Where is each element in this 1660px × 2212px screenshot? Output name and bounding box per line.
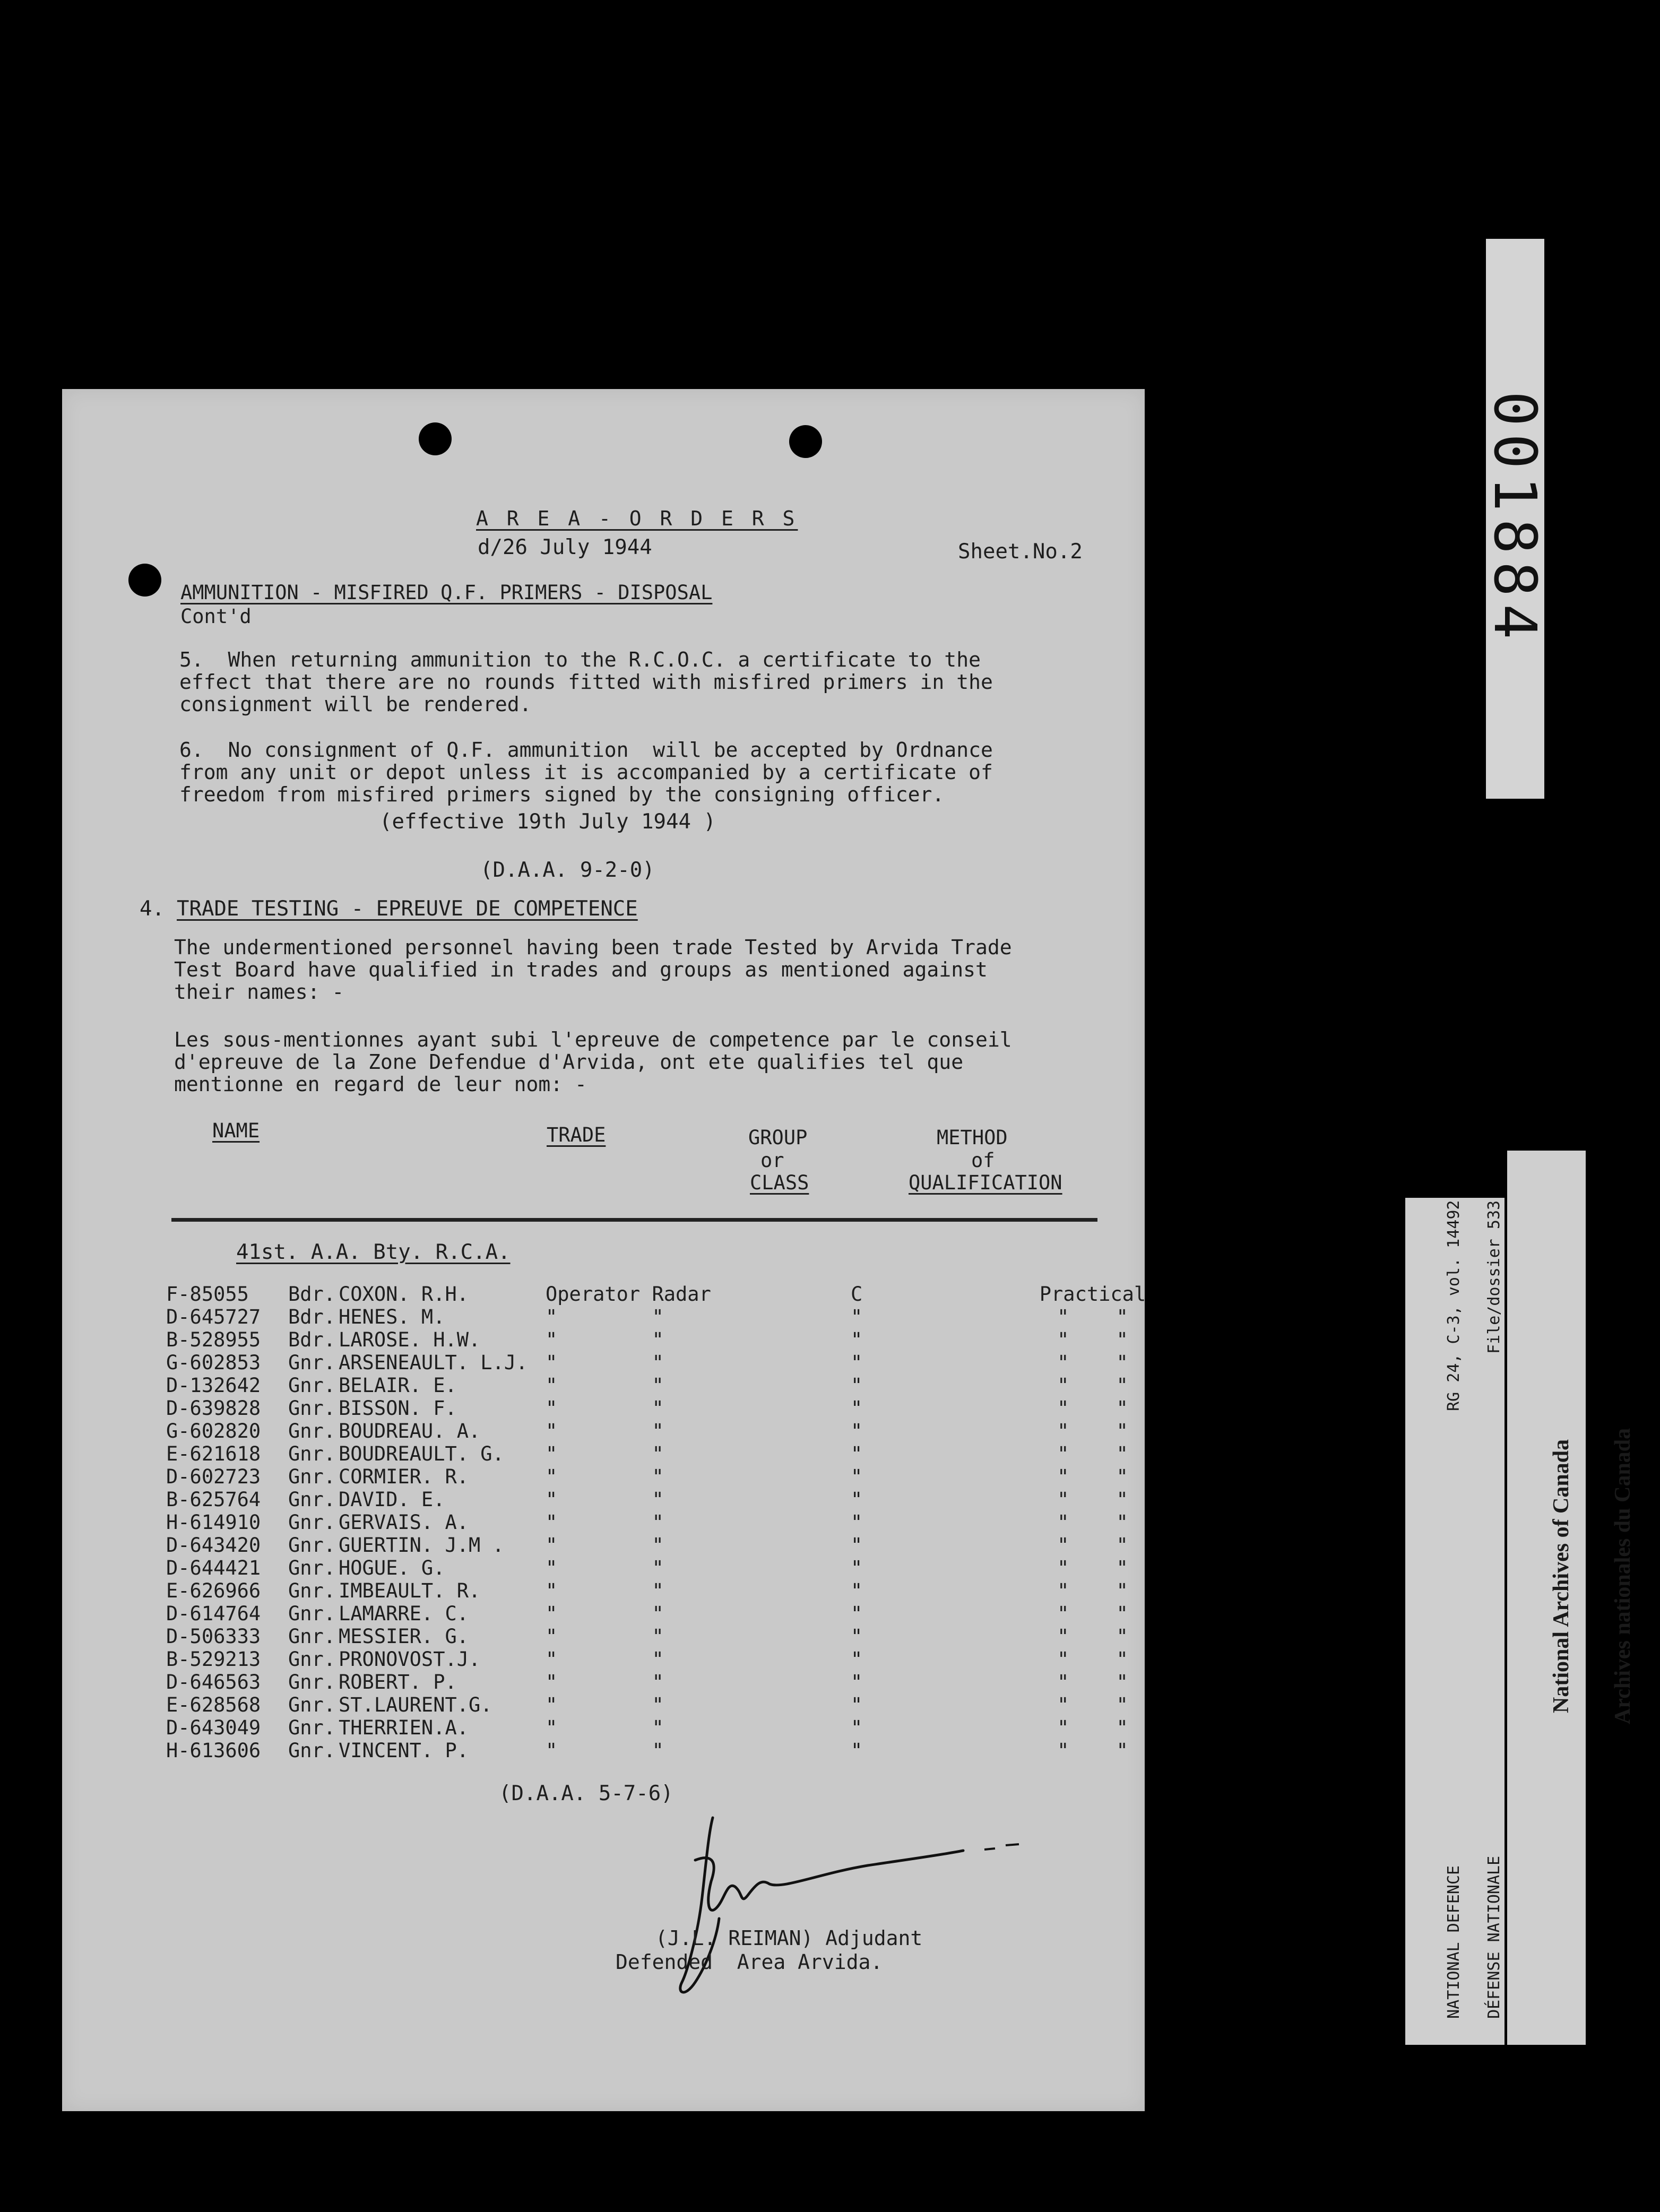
roster-row <box>166 1374 1162 1397</box>
soldier-name: BISSON. F. <box>339 1397 457 1420</box>
soldier-name: HOGUE. G. <box>339 1557 445 1579</box>
service-number: D-643420 <box>166 1534 261 1557</box>
header-method-line1: METHOD <box>937 1126 1008 1149</box>
soldier-name: BELAIR. E. <box>339 1374 457 1397</box>
qualification-method: " " <box>1057 1420 1128 1442</box>
qualification-method: " " <box>1057 1625 1128 1648</box>
rank: Gnr. <box>288 1397 336 1420</box>
service-number: F-85055 <box>166 1283 249 1306</box>
service-number: H-613606 <box>166 1739 261 1762</box>
trade: " " <box>546 1534 664 1557</box>
accession-number: 001884 <box>1481 391 1549 647</box>
trade: " " <box>546 1671 664 1693</box>
qualification-method: " " <box>1057 1511 1128 1534</box>
rank: Gnr. <box>288 1511 336 1534</box>
paragraph-6-line: 6. No consignment of Q.F. ammunition will be accepted by Ordnance <box>179 738 993 762</box>
soldier-name: GERVAIS. A. <box>339 1511 469 1534</box>
service-number: D-644421 <box>166 1557 261 1579</box>
roster-row <box>166 1534 1162 1557</box>
trade: " " <box>546 1328 664 1351</box>
service-number: B-528955 <box>166 1328 261 1351</box>
group-class: " <box>851 1397 863 1420</box>
continued-label: Cont'd <box>180 605 252 628</box>
group-class: " <box>851 1602 863 1625</box>
archive-department-text <box>1424 1762 1505 2038</box>
french-line: Les sous-mentionnes ayant subi l'epreuve de competence par le conseil <box>174 1028 1012 1051</box>
service-number: G-602820 <box>166 1420 261 1442</box>
group-class: " <box>851 1534 863 1557</box>
roster-row <box>166 1693 1162 1716</box>
rank: Gnr. <box>288 1625 336 1648</box>
soldier-name: DAVID. E. <box>339 1488 445 1511</box>
rank: Gnr. <box>288 1465 336 1488</box>
roster-row <box>166 1557 1162 1579</box>
roster-row <box>166 1511 1162 1534</box>
rank: Gnr. <box>288 1351 336 1374</box>
national-defence-label: NATIONAL DEFENCE <box>1445 1865 1463 2019</box>
archive-reference-text <box>1424 1200 1505 1795</box>
rank: Bdr. <box>288 1283 336 1306</box>
group-class: " <box>851 1442 863 1465</box>
soldier-name: BOUDREAULT. G. <box>339 1442 504 1465</box>
document-title: A R E A - O R D E R S <box>476 507 798 530</box>
trade: " " <box>546 1739 664 1762</box>
roster-row <box>166 1602 1162 1625</box>
trade: " " <box>546 1397 664 1420</box>
trade: " " <box>546 1625 664 1648</box>
service-number: D-602723 <box>166 1465 261 1488</box>
french-line: d'epreuve de la Zone Defendue d'Arvida, ont ete qualifies tel que <box>174 1050 964 1074</box>
english-paragraph <box>174 936 1012 1003</box>
item-4-heading: TRADE TESTING - EPREUVE DE COMPETENCE <box>177 897 638 921</box>
trade: " " <box>546 1511 664 1534</box>
rank: Gnr. <box>288 1716 336 1739</box>
header-group-line2: or <box>760 1149 784 1172</box>
roster-row <box>166 1328 1162 1351</box>
trade: " " <box>546 1465 664 1488</box>
header-group-line1: GROUP <box>748 1126 808 1149</box>
soldier-name: ARSENEAULT. L.J. <box>339 1351 528 1374</box>
soldier-name: VINCENT. P. <box>339 1739 469 1762</box>
national-archives-fr: Archives nationales du Canada <box>1611 1428 1635 1724</box>
national-archives-text <box>1515 1343 1638 1820</box>
roster-row <box>166 1351 1162 1374</box>
qualification-method: " " <box>1057 1716 1128 1739</box>
service-number: H-614910 <box>166 1511 261 1534</box>
header-rule <box>171 1218 1097 1222</box>
paragraph-5-line: 5. When returning ammunition to the R.C.O.C. a certificate to the <box>179 648 981 671</box>
service-number: D-506333 <box>166 1625 261 1648</box>
group-class: " <box>851 1420 863 1442</box>
rank: Bdr. <box>288 1306 336 1328</box>
trade: " " <box>546 1442 664 1465</box>
service-number: G-602853 <box>166 1351 261 1374</box>
service-number: D-645727 <box>166 1306 261 1328</box>
group-class: " <box>851 1671 863 1693</box>
group-class: " <box>851 1579 863 1602</box>
service-number: E-626966 <box>166 1579 261 1602</box>
group-class: " <box>851 1716 863 1739</box>
roster-row <box>166 1739 1162 1762</box>
soldier-name: MESSIER. G. <box>339 1625 469 1648</box>
qualification-method: " " <box>1057 1602 1128 1625</box>
group-class: " <box>851 1374 863 1397</box>
group-class: C <box>851 1283 863 1306</box>
soldier-name: COXON. R.H. <box>339 1283 469 1306</box>
roster-row <box>166 1283 1162 1306</box>
trade: " " <box>546 1602 664 1625</box>
qualification-method: " " <box>1057 1557 1128 1579</box>
service-number: D-132642 <box>166 1374 261 1397</box>
soldier-name: IMBEAULT. R. <box>339 1579 481 1602</box>
soldier-name: THERRIEN.A. <box>339 1716 469 1739</box>
roster-row <box>166 1420 1162 1442</box>
roster-row <box>166 1442 1162 1465</box>
soldier-name: CORMIER. R. <box>339 1465 469 1488</box>
qualification-method: " " <box>1057 1374 1128 1397</box>
qualification-method: " " <box>1057 1351 1128 1374</box>
rank: Gnr. <box>288 1442 336 1465</box>
soldier-name: ROBERT. P. <box>339 1671 457 1693</box>
qualification-method: " " <box>1057 1442 1128 1465</box>
archive-volume: RG 24, C-3, vol. 14492 <box>1445 1200 1463 1412</box>
group-class: " <box>851 1488 863 1511</box>
trade: " " <box>546 1557 664 1579</box>
qualification-method: Practical <box>1039 1283 1146 1306</box>
trade: Operator Radar <box>546 1283 711 1306</box>
roster-row <box>166 1716 1162 1739</box>
trade: " " <box>546 1693 664 1716</box>
service-number: D-643049 <box>166 1716 261 1739</box>
trade: " " <box>546 1374 664 1397</box>
rank: Gnr. <box>288 1557 336 1579</box>
paragraph-5 <box>179 649 993 715</box>
rank: Gnr. <box>288 1671 336 1693</box>
trade: " " <box>546 1716 664 1739</box>
soldier-name: LAROSE. H.W. <box>339 1328 481 1351</box>
roster-row <box>166 1306 1162 1328</box>
group-class: " <box>851 1511 863 1534</box>
soldier-name: PRONOVOST.J. <box>339 1648 481 1671</box>
roster-row <box>166 1671 1162 1693</box>
group-class: " <box>851 1306 863 1328</box>
signatory-org: Defended Area Arvida. <box>616 1950 883 1974</box>
group-class: " <box>851 1351 863 1374</box>
roster-row <box>166 1397 1162 1420</box>
unit-label: 41st. A.A. Bty. R.C.A. <box>236 1240 511 1264</box>
paragraph-6 <box>179 739 993 806</box>
rank: Gnr. <box>288 1534 336 1557</box>
qualification-method: " " <box>1057 1306 1128 1328</box>
service-number: E-621618 <box>166 1442 261 1465</box>
qualification-method: " " <box>1057 1579 1128 1602</box>
reference-1: (D.A.A. 9-2-0) <box>480 858 655 882</box>
rank: Gnr. <box>288 1693 336 1716</box>
qualification-method: " " <box>1057 1693 1128 1716</box>
service-number: D-646563 <box>166 1671 261 1693</box>
signature <box>645 1781 1027 2009</box>
sheet-number: Sheet.No.2 <box>958 540 1083 564</box>
signatory-name: (J.L. REIMAN) Adjudant <box>655 1926 923 1950</box>
roster-row <box>166 1465 1162 1488</box>
reference-2: (D.A.A. 5-7-6) <box>499 1782 673 1805</box>
rank: Gnr. <box>288 1420 336 1442</box>
service-number: B-529213 <box>166 1648 261 1671</box>
section-heading: AMMUNITION - MISFIRED Q.F. PRIMERS - DISPOSAL <box>180 581 713 604</box>
qualification-method: " " <box>1057 1648 1128 1671</box>
item-4-number: 4. <box>140 897 165 921</box>
trade: " " <box>546 1351 664 1374</box>
paragraph-6-line: freedom from misfired primers signed by the consigning officer. <box>179 783 945 806</box>
qualification-method: " " <box>1057 1328 1128 1351</box>
group-class: " <box>851 1739 863 1762</box>
header-trade: TRADE <box>547 1124 606 1146</box>
french-line: mentionne en regard de leur nom: - <box>174 1073 587 1096</box>
trade: " " <box>546 1488 664 1511</box>
trade: " " <box>546 1648 664 1671</box>
trade: " " <box>546 1579 664 1602</box>
soldier-name: ST.LAURENT.G. <box>339 1693 492 1716</box>
qualification-method: " " <box>1057 1488 1128 1511</box>
header-method-line3: QUALIFICATION <box>909 1171 1062 1194</box>
soldier-name: GUERTIN. J.M . <box>339 1534 504 1557</box>
document-date: d/26 July 1944 <box>478 535 652 559</box>
rank: Bdr. <box>288 1328 336 1351</box>
roster-table <box>166 1283 1162 1762</box>
qualification-method: " " <box>1057 1534 1128 1557</box>
group-class: " <box>851 1625 863 1648</box>
qualification-method: " " <box>1057 1397 1128 1420</box>
rank: Gnr. <box>288 1579 336 1602</box>
roster-row <box>166 1648 1162 1671</box>
service-number: D-639828 <box>166 1397 261 1420</box>
group-class: " <box>851 1465 863 1488</box>
french-paragraph <box>174 1029 1012 1095</box>
rank: Gnr. <box>288 1739 336 1762</box>
roster-row <box>166 1488 1162 1511</box>
punch-hole-right <box>789 425 822 458</box>
paragraph-5-line: effect that there are no rounds fitted with misfired primers in the <box>179 670 993 694</box>
punch-hole-left <box>419 422 452 455</box>
paragraph-6-line: from any unit or depot unless it is accompanied by a certificate of <box>179 761 993 784</box>
rank: Gnr. <box>288 1648 336 1671</box>
soldier-name: LAMARRE. C. <box>339 1602 469 1625</box>
english-line: their names: - <box>174 980 344 1004</box>
roster-row <box>166 1625 1162 1648</box>
header-method-line2: of <box>971 1149 995 1172</box>
service-number: E-628568 <box>166 1693 261 1716</box>
header-group-line3: CLASS <box>750 1171 809 1194</box>
trade: " " <box>546 1420 664 1442</box>
soldier-name: HENES. M. <box>339 1306 445 1328</box>
effective-date: (effective 19th July 1944 ) <box>379 810 716 834</box>
rank: Gnr. <box>288 1602 336 1625</box>
paragraph-5-line: consignment will be rendered. <box>179 693 532 716</box>
group-class: " <box>851 1648 863 1671</box>
trade: " " <box>546 1306 664 1328</box>
group-class: " <box>851 1328 863 1351</box>
rank: Gnr. <box>288 1374 336 1397</box>
header-name: NAME <box>212 1119 260 1142</box>
qualification-method: " " <box>1057 1739 1128 1762</box>
punch-hole-margin <box>128 564 161 597</box>
soldier-name: BOUDREAU. A. <box>339 1420 481 1442</box>
qualification-method: " " <box>1057 1671 1128 1693</box>
rank: Gnr. <box>288 1488 336 1511</box>
defense-nationale-label: DÉFENSE NATIONALE <box>1485 1855 1503 2019</box>
service-number: D-614764 <box>166 1602 261 1625</box>
group-class: " <box>851 1557 863 1579</box>
english-line: Test Board have qualified in trades and groups as mentioned against <box>174 958 988 981</box>
roster-row <box>166 1579 1162 1602</box>
group-class: " <box>851 1693 863 1716</box>
english-line: The undermentioned personnel having been trade Tested by Arvida Trade <box>174 936 1012 959</box>
qualification-method: " " <box>1057 1465 1128 1488</box>
service-number: B-625764 <box>166 1488 261 1511</box>
archive-file: File/dossier 533 <box>1485 1200 1503 1354</box>
national-archives-en: National Archives of Canada <box>1549 1439 1573 1713</box>
